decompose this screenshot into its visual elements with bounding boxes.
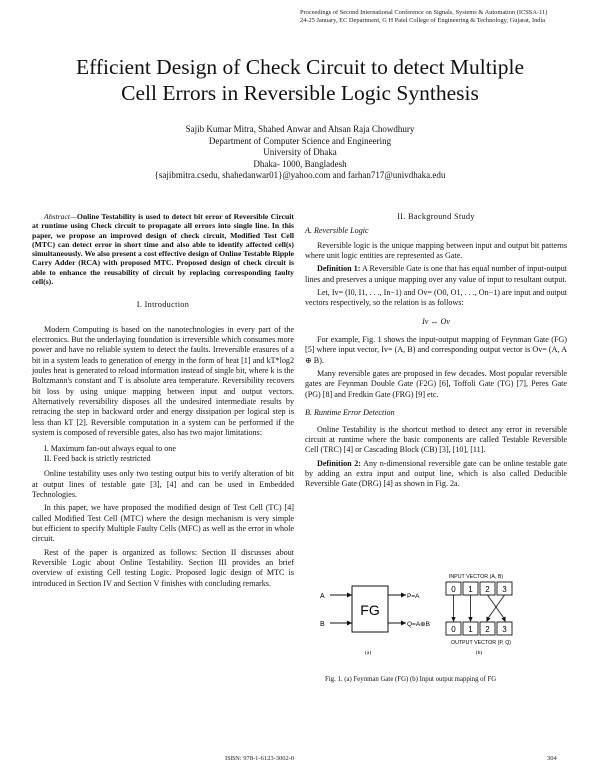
output-cell-value: 0 [451,625,456,634]
footer-page-number: 304 [547,755,557,762]
paper-title [20,54,580,106]
output-q-label: Q=A⊕B [407,621,430,628]
abstract [32,212,294,286]
figure-1 [318,572,538,664]
input-cell-value: 2 [485,585,490,594]
background-paragraph-b1: Online Testability is the shortcut method to detect any error in reversible circuit at runtime where the basic components are called Testable Reversible Cell (TRC) [4] or Cascading Block (CB) [3], [10], [11]. [305,424,567,455]
left-column [32,212,294,589]
intro-paragraph-1: Modern Computing is based on the nanotechnologies in every part of the electronics. But the underlaying foundation is irreversible which consumes more power and have no reliable system to detect the faults. Irreversible erasures of a bit in a system leads to generation of energy in the form of heat [1] and kT*log2 joules heat is generated to reload information instead of single bit, where k is the Boltzmann's constant and T is absolute area temperature. Reversibility recovers bit loss by using unique mapping between input and output vectors. Alternatively reversibility disposes all the undesired intermediate results by retracing the step in backward order and energy dissipation per logical step is less than kT [2]. Reversible computation in a system can be performed if the system is composed of reversible gates, also has two major limitations: [32,324,294,438]
mapping-arrowheads [451,617,505,623]
author-department: Department of Computer Science and Engineering [208,135,392,146]
subsection-b-heading: B. Runtime Error Detection [305,408,395,418]
limitations-list [32,444,294,465]
input-cell-value: 1 [468,585,473,594]
equation: Iv ↔ Ov [422,316,450,326]
intro-paragraph-3: In this paper, we have proposed the modified design of Test Cell (TC) [4] called Modified Test Cell (MTC) where the design mechanism is very simple but efficient to specify Multiple Faulty Cells (MFC) as well as the error in whole circuit. [32,503,294,544]
input-vector-label: INPUT VECTOR (A, B) [448,574,504,580]
author-emails: {sajibmitra.csedu, shahedanwar01}@yahoo.com and farhan717@univdhaka.edu [154,170,446,181]
subfigure-b-label: (b) [475,650,483,656]
input-a-arrow [347,593,352,598]
input-cells [446,582,512,595]
definition-1-label: Definition 1: [317,264,361,274]
background-paragraph-a4: Many reversible gates are proposed in few decades. Most popular reversible gates are Feynman Double Gate (F2G) [6], Toffoli Gate (TG) [7], Peres Gate (PG) [8] and Fredkin Gate (FRG) [9] etc. [305,369,567,399]
fg-gate-label: FG [360,602,380,618]
author-block [40,124,560,182]
subsection-a-heading: A. Reversible Logic [305,226,369,236]
footer-isbn: ISBN: 978-1-6123-3002-0 [225,755,295,762]
abstract-lead: Abstract— [44,212,77,221]
header-line-2: 24-25 January, EC Department, G H Patel College of Engineering & Technology, Gujarat, India [300,17,546,24]
input-cell-value: 0 [451,585,456,594]
author-names: Sajib Kumar Mitra, Shahed Anwar and Ahsan Raja Chowdhury [185,124,415,134]
intro-paragraph-4: Rest of the paper is organized as follows: Section II discusses about Reversible Logic about Online Testability. Section III provides an brief overview of existing Cell testing Logic. Proposed logic design of MTC is introduced in Section IV and Section V finishes with concluding remarks. [32,547,294,588]
output-p-label: P=A [407,593,420,600]
title-line-1: Efficient Design of Check Circuit to detect Multiple [75,55,524,79]
author-address: Dhaka- 1000, Bangladesh [253,158,347,169]
input-a-label: A [320,593,325,600]
arrowhead [451,617,455,622]
right-column [305,212,567,490]
header-line-1: Proceedings of Second International Conference on Signals, Systems & Automation (ICSSA-11) [300,9,548,16]
background-heading: II. Background Study [397,212,475,221]
definition-1-text: A Reversible Gate is one that has equal number of input-output lines and preserves a unique mapping over any value of input to resultant output. [305,264,568,284]
intro-heading: I. Introduction [136,300,190,310]
background-paragraph-a3: For example, Fig. 1 shows the input-output mapping of Feynman Gate (FG) [5] where input vector, Iv= (A, B) and corresponding output vector is Ov= (A, A ⊕ B). [305,335,567,365]
output-p-arrow [401,593,406,598]
definition-2-label: Definition 2: [317,458,361,468]
background-paragraph-a2: Let, Iv= (I0, I1, . . ., In−1) and Ov= (O0, O1, . . ., On−1) are input and output vectors respectively, so the relation is as follows: [305,288,567,308]
output-cells [446,622,512,635]
background-paragraph-a1: Reversible logic is the unique mapping between input and output bit patterns where unit logic entities are represented as Gate. [305,240,567,261]
definition-1 [305,264,567,285]
abstract-text: Online Testability is used to detect bit error of Reversible Circuit at runtime using Check circuit to propagate all errors into single line. In this paper, we propose an improved design of check circuit, Modified Test Cell (MTC) can detect error in short time and also able to identify affected cell(s) simultaneously. We also present a cost effective design of Online Testable Ripple Carry Adder (RCA) with proposed MTC. Proposed design of check circuit is able to enhance the reusability of circuit by replacing corresponding faulty cell(s). [32,212,294,287]
arrowhead [468,617,472,622]
title-line-2: Cell Errors in Reversible Logic Synthesis [121,81,479,105]
input-b-label: B [320,621,325,628]
mapping-arrows [454,595,505,619]
output-cell-value: 3 [502,625,507,634]
input-cell-value: 3 [502,585,507,594]
subfigure-a-label: (a) [364,650,372,656]
author-university: University of Dhaka [263,147,337,158]
input-b-arrow [347,621,352,626]
output-q-arrow [401,621,406,626]
definition-2-text: Any n-dimensional reversible gate can be online testable gate by adding an extra input and output line, which is also called Deducible Reversible Gate (DRG) [4] as shown in Fig. 2a. [305,458,567,489]
list-item: I. Maximum fan-out always equal to one [44,443,176,453]
output-cell-value: 2 [485,625,490,634]
list-item: II. Feed back is strictly restricted [44,453,151,463]
definition-2 [305,459,567,490]
figure-1-caption: Fig. 1. (a) Feynman Gate (FG) (b) Input output mapping of FG [325,676,497,683]
intro-paragraph-2: Online testability uses only two testing output bits to verify alteration of bit at output lines of testable gate [3], [4] and can be used in Embedded Technologies. [32,469,294,499]
conference-header [300,9,590,25]
output-vector-label: OUTPUT VECTOR (P, Q) [450,640,512,646]
output-cell-value: 1 [468,625,473,634]
